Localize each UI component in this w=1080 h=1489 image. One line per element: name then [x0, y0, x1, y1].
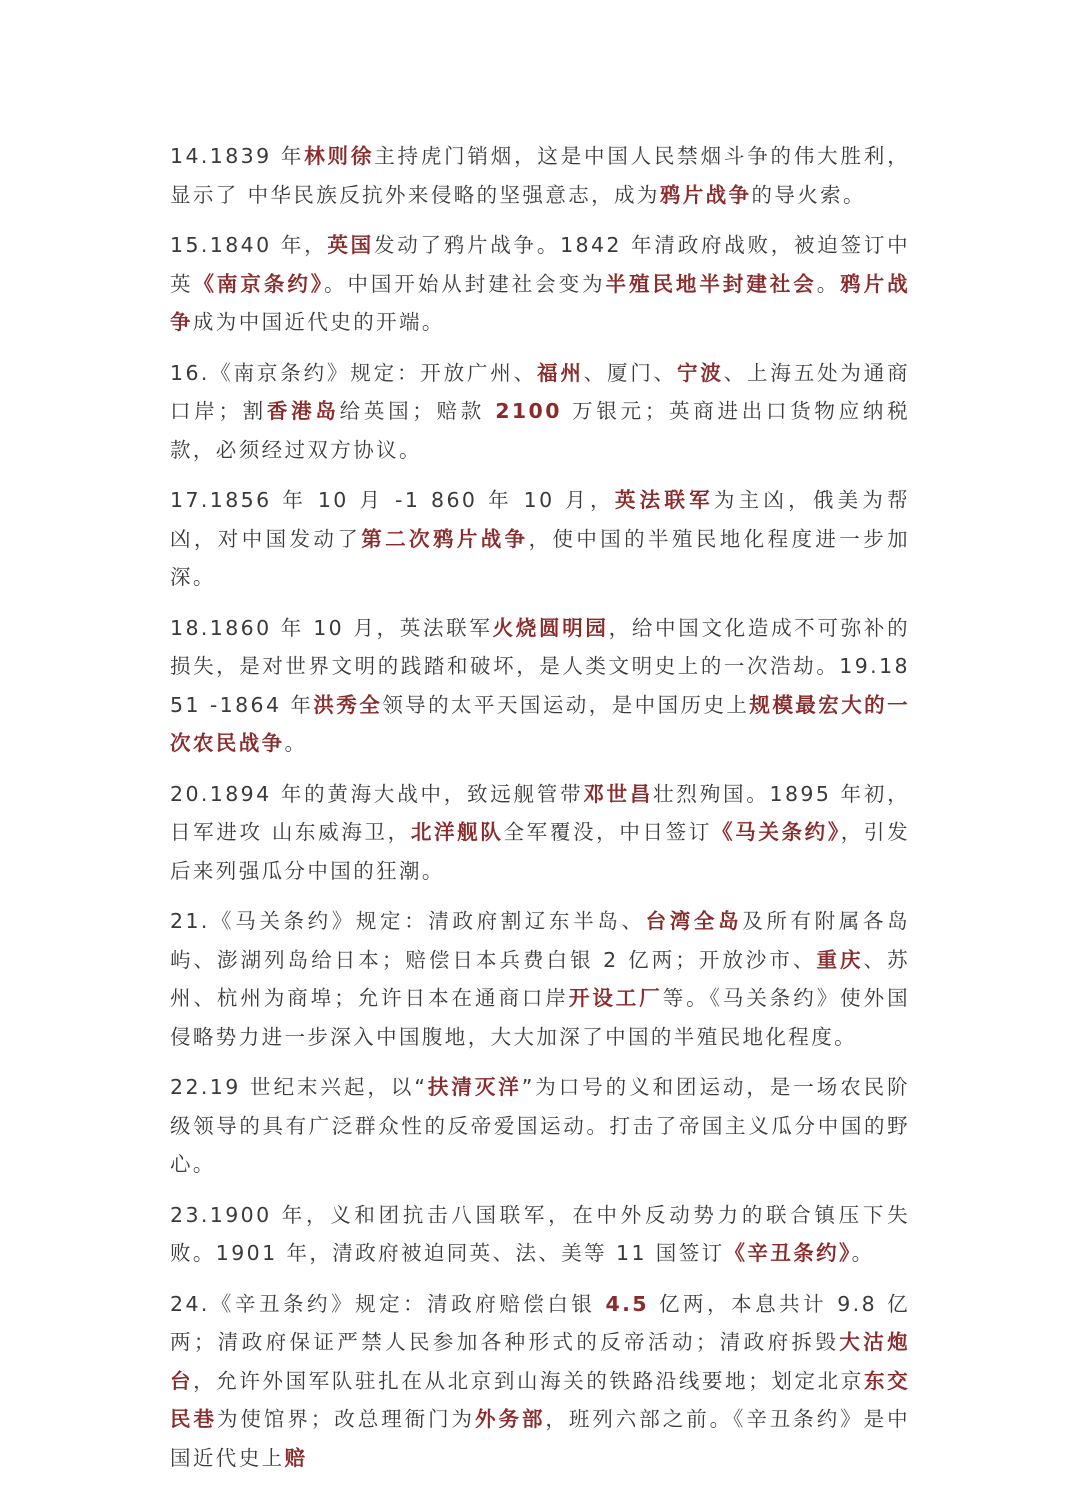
text-run: ，允许外国军队驻扎在从北京到山海关的铁路沿线要地；划定北京: [193, 1368, 864, 1393]
text-run: 给英国；赔款: [339, 399, 496, 423]
text-run: 。中国开始从封建社会变为: [324, 271, 606, 296]
text-run: 。: [816, 271, 841, 296]
highlight-term: 重庆: [816, 947, 864, 972]
highlight-term: 第二次鸦片战争: [361, 526, 529, 551]
highlight-term: 外务部: [475, 1407, 546, 1431]
text-run: 、苏州、杭州为商埠；允许日本在通商口岸: [170, 947, 910, 1010]
text-run: 。: [851, 1241, 875, 1265]
text-run: 15.1840 年，: [170, 233, 328, 257]
highlight-term: 《辛丑条约》: [724, 1241, 852, 1265]
paragraph-24: [170, 1285, 910, 1478]
paragraph-22: [170, 1068, 910, 1184]
text-run: 主持虎门销烟，这是中国人民禁烟斗争的伟大胜利，显示了 中华民族反抗外来侵略的坚强意志，成为: [170, 144, 911, 207]
highlight-term: 4.5: [605, 1291, 649, 1316]
highlight-term: 台湾全岛: [645, 909, 743, 933]
text-run: 的导火索。: [751, 182, 866, 207]
highlight-term: 半殖民地半封建社会: [605, 271, 817, 296]
highlight-term: 鸦片战争: [170, 271, 910, 334]
text-run: 及所有附属各岛屿、澎湖列岛给日本；赔偿日本兵费白银 2 亿两；开放沙市、: [170, 909, 910, 972]
highlight-term: 邓世昌: [583, 781, 654, 806]
document-body: [170, 137, 910, 1489]
highlight-term: 赔: [284, 1445, 308, 1470]
text-run: 、厦门、: [583, 360, 678, 385]
text-run: 21.《马关条约》规定：清政府割辽东半岛、: [170, 909, 646, 933]
text-run: 壮烈殉国。1895 年初，日军进攻 山东威海卫，: [170, 781, 910, 844]
highlight-term: 宁波: [677, 360, 724, 385]
text-run: 23.1900 年，义和团抗击八国联军，在中外反动势力的联合镇压下失败。1901 年，清政府被迫同英、法、美等 11 国签订: [170, 1202, 910, 1265]
highlight-term: 洪秀全: [313, 692, 383, 717]
highlight-term: 规模最宏大的一次农民战争: [170, 692, 911, 755]
highlight-term: 东交民巷: [170, 1368, 910, 1431]
text-run: ，班列六部之前。《辛丑条约》是中国近代史上: [170, 1407, 911, 1470]
highlight-term: 北洋舰队: [410, 820, 504, 844]
highlight-term: 福州: [536, 360, 584, 385]
paragraph-17: [170, 481, 910, 597]
text-run: 17.1856 年 10 月 -1 860 年 10 月，: [170, 488, 615, 512]
paragraph-18-19: [170, 609, 910, 763]
text-run: ，给中国文化造成不可弥补的损失，是对世界文明的践踏和破坏，是人类文明史上的一次浩劫。19.1851 -1864 年: [170, 615, 911, 717]
highlight-term: 2100: [495, 399, 562, 423]
text-run: 发动了鸦片战争。1842 年清政府战败，被迫签订中英: [170, 233, 911, 296]
highlight-term: 林则徐: [304, 144, 375, 168]
text-run: 成为中国近代史的开端。: [192, 310, 445, 334]
paragraph-16: [170, 354, 910, 470]
text-run: 等。《马关条约》使外国侵略势力进一步深入中国腹地，大大加深了中国的半殖民地化程度。: [170, 986, 910, 1049]
highlight-term: 英国: [327, 233, 374, 257]
highlight-term: 鸦片战争: [659, 182, 752, 207]
text-run: 22.19 世纪末兴起，以“: [170, 1075, 428, 1099]
text-run: 16.《南京条约》规定：开放广州、: [170, 360, 537, 385]
paragraph-20: [170, 775, 910, 891]
text-run: ，引发后来列强瓜分中国的狂潮。: [170, 820, 910, 883]
text-run: 、上海五处为通商口岸；割: [170, 360, 910, 423]
text-run: ，使中国的半殖民地化程度进一步加深。: [170, 526, 911, 589]
text-run: 万银元；英商进出口货物应纳税款，必须经过双方协议。: [170, 399, 910, 462]
text-run: 领导的太平天国运动，是中国历史上: [382, 692, 750, 717]
text-run: 24.《辛丑条约》规定：清政府赔偿白银: [170, 1291, 606, 1316]
highlight-term: 开设工厂: [568, 986, 663, 1010]
highlight-term: 香港岛: [266, 399, 340, 423]
text-run: 为主凶，俄美为帮凶，对中国发动了: [170, 488, 910, 551]
highlight-term: 《马关条约》: [712, 820, 841, 844]
text-run: 为使馆界；改总理衙门为: [216, 1407, 476, 1431]
highlight-term: 扶清灭洋: [427, 1075, 522, 1099]
paragraph-23: [170, 1196, 910, 1273]
paragraph-14: [170, 137, 910, 214]
text-run: 20.1894 年的黄海大战中，致远舰管带: [170, 781, 584, 806]
text-run: 亿两，本息共计 9.8 亿两；清政府保证严禁人民参加各种形式的反帝活动；清政府拆毁: [170, 1291, 910, 1354]
text-run: 。: [284, 731, 308, 755]
highlight-term: 《南京条约》: [193, 271, 324, 296]
highlight-term: 大沽炮台: [170, 1330, 911, 1393]
text-run: 14.1839 年: [170, 144, 305, 168]
text-run: 18.1860 年 10 月，英法联军: [170, 615, 493, 640]
highlight-term: 英法联军: [614, 488, 714, 512]
highlight-term: 火烧圆明园: [492, 615, 609, 640]
paragraph-15: [170, 226, 910, 342]
paragraph-21: [170, 902, 910, 1056]
text-run: ”为口号的义和团运动，是一场农民阶级领导的具有广泛群众性的反帝爱国运动。打击了帝国主义瓜分中国的野心。: [170, 1075, 910, 1176]
text-run: 全军覆没，中日签订: [503, 820, 713, 844]
